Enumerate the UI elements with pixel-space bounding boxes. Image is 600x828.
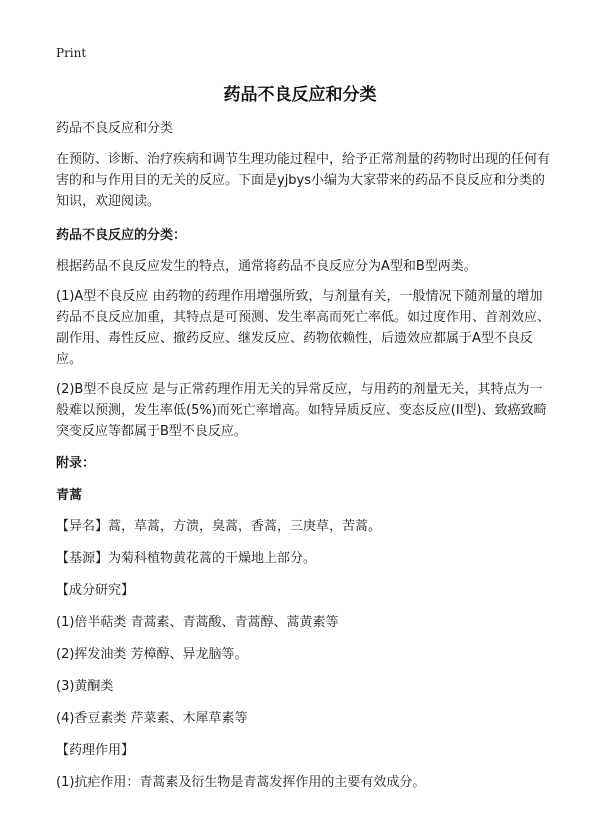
pharmacology-heading: 【药理作用】: [56, 743, 135, 758]
article-subtitle: 药品不良反应和分类: [56, 121, 174, 136]
herb-alias: 【异名】蒿，草蒿，方溃，臭蒿，香蒿，三庚草，苦蒿。: [56, 519, 382, 534]
appendix-heading: 附录：: [56, 456, 96, 471]
classification-heading: 药品不良反应的分类：: [56, 228, 187, 243]
research-heading: 【成分研究】: [56, 583, 135, 598]
component-item: (2)挥发油类 芳樟醇、异龙脑等。: [56, 647, 248, 662]
type-a-paragraph: (1)A型不良反应 由药物的药理作用增强所致，与剂量有关，一般情况下随剂量的增加药品不良反应加重，其特点是可预测、发生率高而死亡率低。如过度作用、首剂效应、副作用、毒性反应、撤药反应、继发反应、药物依赖性，后遗效应都属于A型不良反应。: [56, 289, 551, 367]
type-b-paragraph: (2)B型不良反应 是与正常药理作用无关的异常反应，与用药的剂量无关，其特点为一般难以预测，发生率低(5%)而死亡率增高。如特异质反应、变态反应(II型)、致癌致畸突变反应等都属于B型不良反应。: [56, 382, 547, 439]
component-item: (1)倍半萜类 青蒿素、青蒿酸、青蒿醇、蒿黄素等: [56, 615, 339, 630]
classification-intro: 根据药品不良反应发生的特点，通常将药品不良反应分为A型和B型两类。: [56, 259, 477, 274]
component-item: (3)黄酮类: [56, 679, 114, 694]
herb-name: 青蒿: [56, 488, 83, 503]
herb-source: 【基源】为菊科植物黄花蒿的干燥地上部分。: [56, 551, 317, 566]
pharmacology-item: (1)抗疟作用：青蒿素及衍生物是青蒿发挥作用的主要有效成分。: [56, 775, 426, 790]
print-link[interactable]: Print: [56, 46, 87, 60]
page-title: 药品不良反应和分类: [223, 85, 377, 105]
intro-paragraph: 在预防、诊断、治疗疾病和调节生理功能过程中，给予正常剂量的药物时出现的任何有害的和与作用目的无关的反应。下面是yjbys小编为大家带来的药品不良反应和分类的知识，欢迎阅读。: [56, 152, 551, 209]
article-body: [56, 118, 552, 804]
component-item: (4)香豆素类 芹菜素、木犀草素等: [56, 711, 248, 726]
